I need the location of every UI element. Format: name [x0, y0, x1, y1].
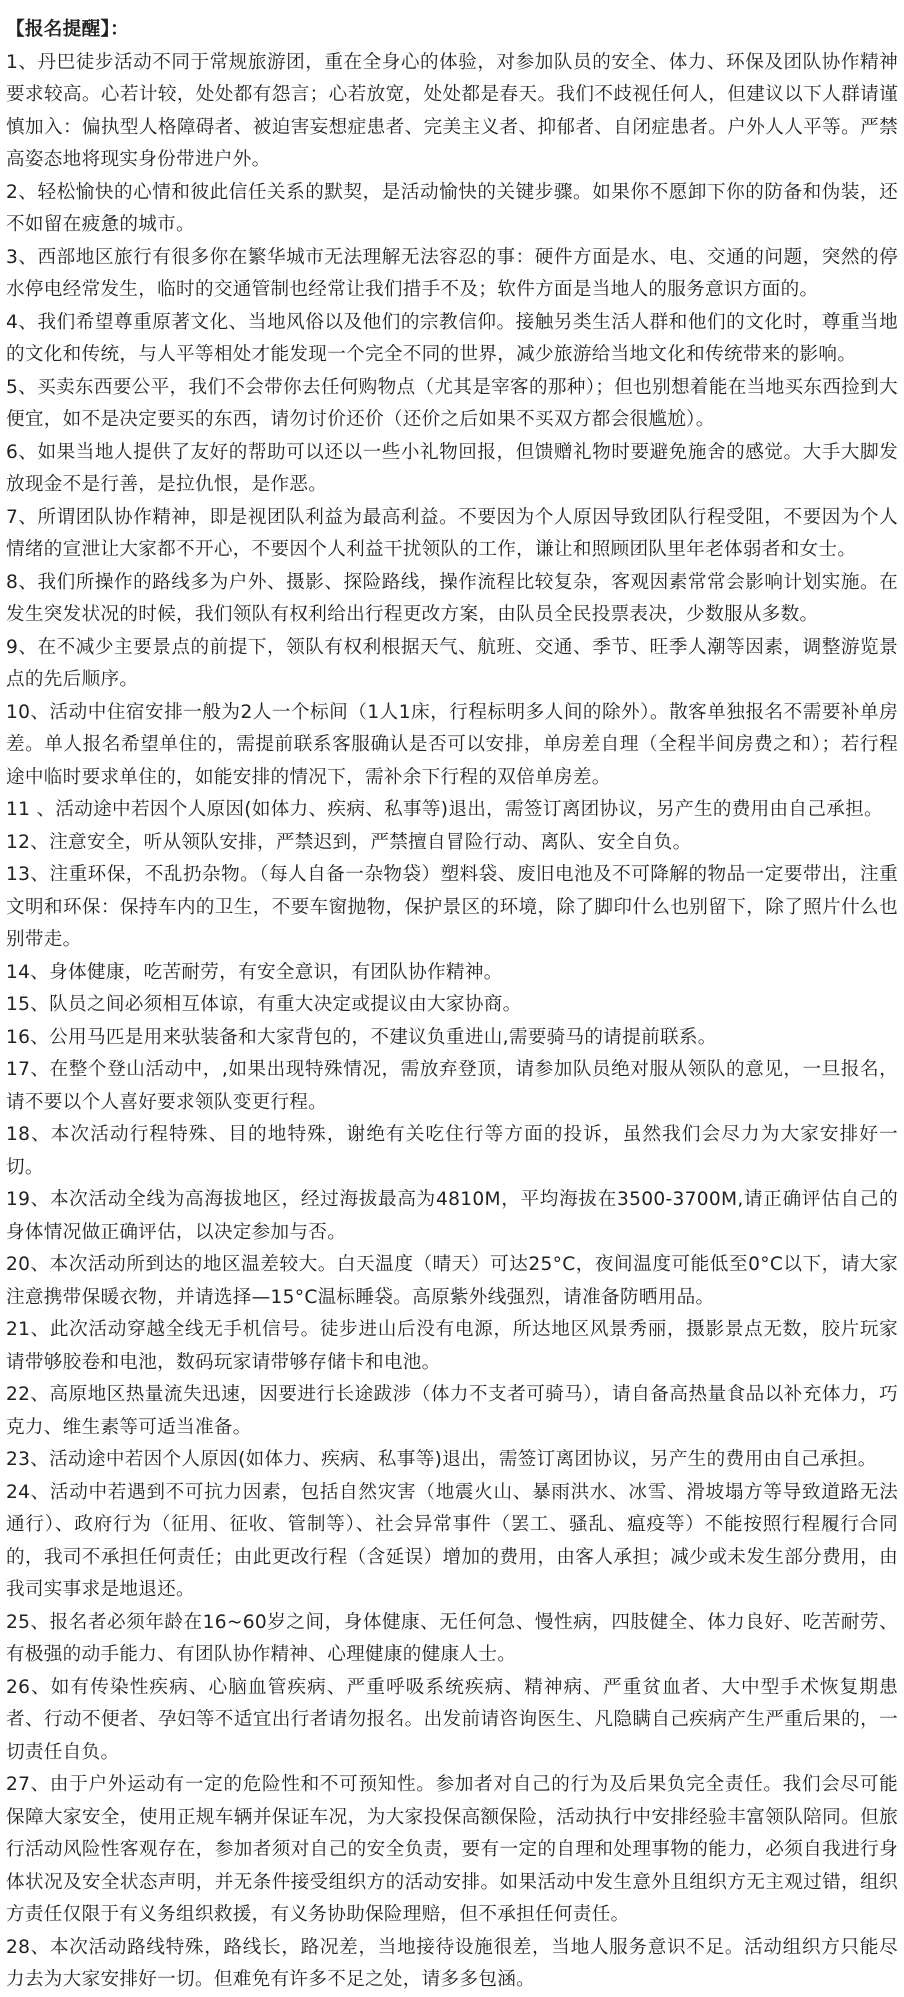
- notice-item-15: 15、队员之间必须相互体谅，有重大决定或提议由大家协商。: [6, 994, 522, 1015]
- notice-item-17: 17、在整个登山活动中，,如果出现特殊情况，需放弃登顶，请参加队员绝对服从领队的意见，一旦报名，请不要以个人喜好要求领队变更行程。: [6, 1059, 898, 1113]
- notice-item-9: 9、在不减少主要景点的前提下，领队有权利根据天气、航班、交通、季节、旺季人潮等因素，调整游览景点的先后顺序。: [6, 636, 898, 690]
- notice-item-16: 16、公用马匹是用来驮装备和大家背包的，不建议负重进山,需要骑马的请提前联系。: [6, 1026, 717, 1048]
- notice-item-21: 21、此次活动穿越全线无手机信号。徒步进山后没有电源，所达地区风景秀丽，摄影景点无数，胶片玩家请带够胶卷和电池，数码玩家请带够存储卡和电池。: [6, 1319, 898, 1373]
- notice-item-8: 8、我们所操作的路线多为户外、摄影、探险路线，操作流程比较复杂，客观因素常常会影响计划实施。在发生突发状况的时候，我们领队有权利给出行程更改方案，由队员全民投票表决，少数服从多数。: [6, 571, 898, 625]
- notice-item-28: 28、本次活动路线特殊，路线长，路况差，当地接待设施很差，当地人服务意识不足。活动组织方只能尽力去为大家安排好一切。但难免有许多不足之处，请多多包涵。: [6, 1936, 898, 1990]
- notice-item-24: 24、活动中若遇到不可抗力因素，包括自然灾害（地震火山、暴雨洪水、冰雪、滑坡塌方等导致道路无法通行）、政府行为（征用、征收、管制等）、社会异常事件（罢工、骚乱、瘟疫等）不能按照行程履行合同的，我司不承担任何责任；由此更改行程（含延误）增加的费用，由客人承担；减少或未发生部分费用，由我司实事求是地退还。: [6, 1481, 898, 1600]
- notice-item-25: 25、报名者必须年龄在16~60岁之间，身体健康、无任何急、慢性病，四肢健全、体力良好、吃苦耐劳、有极强的动手能力、有团队协作精神、心理健康的健康人士。: [6, 1611, 898, 1665]
- notice-item-4: 4、我们希望尊重原著文化、当地风俗以及他们的宗教信仰。接触另类生活人群和他们的文化时，尊重当地的文化和传统，与人平等相处才能发现一个完全不同的世界，减少旅游给当地文化和传统带来的影响。: [6, 311, 898, 365]
- notice-item-20: 20、本次活动所到达的地区温差较大。白天温度（晴天）可达25°C，夜间温度可能低至0°C以下，请大家注意携带保暖衣物，并请选择—15°C温标睡袋。高原紫外线强烈，请准备防晒用品。: [6, 1254, 898, 1308]
- notice-item-2: 2、轻松愉快的心情和彼此信任关系的默契，是活动愉快的关键步骤。如果你不愿卸下你的防备和伪装，还不如留在疲惫的城市。: [6, 181, 898, 235]
- notice-item-11: 11 、活动途中若因个人原因(如体力、疾病、私事等)退出，需签订离团协议，另产生的费用由自己承担。: [6, 799, 883, 820]
- notice-item-5: 5、买卖东西要公平，我们不会带你去任何购物点（尤其是宰客的那种）；但也别想着能在当地买东西捡到大便宜，如不是决定要买的东西，请勿讨价还价（还价之后如果不买双方都会很尴尬）。: [6, 376, 898, 430]
- notice-item-26: 26、如有传染性疾病、心脑血管疾病、严重呼吸系统疾病、精神病、严重贫血者、大中型手术恢复期患者、行动不便者、孕妇等不适宜出行者请勿报名。出发前请咨询医生、凡隐瞒自己疾病产生严重后果的，一切责任自负。: [6, 1676, 898, 1763]
- notice-item-18: 18、本次活动行程特殊、目的地特殊，谢绝有关吃住行等方面的投诉，虽然我们会尽力为大家安排好一切。: [6, 1124, 898, 1178]
- notice-item-12: 12、注意安全，听从领队安排，严禁迟到，严禁擅自冒险行动、离队、安全自负。: [6, 831, 692, 853]
- notice-item-7: 7、所谓团队协作精神，即是视团队利益为最高利益。不要因为个人原因导致团队行程受阻，不要因为个人情绪的宣泄让大家都不开心，不要因个人利益干扰领队的工作，谦让和照顾团队里年老体弱者和女士。: [6, 506, 898, 560]
- notice-item-23: 23、活动途中若因个人原因(如体力、疾病、私事等)退出，需签订离团协议，另产生的费用由自己承担。: [6, 1449, 877, 1470]
- notice-heading: 【报名提醒】：: [6, 19, 129, 40]
- notice-item-22: 22、高原地区热量流失迅速，因要进行长途跋涉（体力不支者可骑马），请自备高热量食品以补充体力，巧克力、维生素等可适当准备。: [6, 1384, 898, 1438]
- notice-item-13: 13、注重环保，不乱扔杂物。（每人自备一杂物袋）塑料袋、废旧电池及不可降解的物品一定要带出，注重文明和环保：保持车内的卫生，不要车窗抛物，保护景区的环境，除了脚印什么也别留下，除了照片什么也别带走。: [6, 864, 898, 950]
- notice-item-10: 10、活动中住宿安排一般为2人一个标间（1人1床，行程标明多人间的除外）。散客单独报名不需要补单房差。单人报名希望单住的，需提前联系客服确认是否可以安排，单房差自理（全程半间房费之和）；若行程途中临时要求单住的，如能安排的情况下，需补余下行程的双倍单房差。: [6, 701, 898, 788]
- notice-item-6: 6、如果当地人提供了友好的帮助可以还以一些小礼物回报，但馈赠礼物时要避免施舍的感觉。大手大脚发放现金不是行善，是拉仇恨，是作恶。: [6, 441, 898, 495]
- notice-item-27: 27、由于户外运动有一定的危险性和不可预知性。参加者对自己的行为及后果负完全责任。我们会尽可能保障大家安全，使用正规车辆并保证车况，为大家投保高额保险，活动执行中安排经验丰富领队陪同。但旅行活动风险性客观存在，参加者须对自己的安全负责，要有一定的自理和处理事物的能力，必须自我进行身体状况及安全状态声明，并无条件接受组织方的活动安排。如果活动中发生意外且组织方无主观过错，组织方责任仅限于有义务组织救援，有义务协助保险理赔，但不承担任何责任。: [6, 1774, 898, 1925]
- notice-list: [6, 47, 898, 1997]
- notice-item-19: 19、本次活动全线为高海拔地区，经过海拔最高为4810M，平均海拔在3500-3700M,请正确评估自己的身体情况做正确评估，以决定参加与否。: [6, 1189, 898, 1243]
- notice-item-3: 3、西部地区旅行有很多你在繁华城市无法理解无法容忍的事：硬件方面是水、电、交通的问题，突然的停水停电经常发生，临时的交通管制也经常让我们措手不及；软件方面是当地人的服务意识方面的。: [6, 246, 898, 300]
- notice-item-1: 1、丹巴徒步活动不同于常规旅游团，重在全身心的体验，对参加队员的安全、体力、环保及团队协作精神要求较高。心若计较，处处都有怨言；心若放宽，处处都是春天。我们不歧视任何人，但建议以下人群请谨慎加入：偏执型人格障碍者、被迫害妄想症患者、完美主义者、抑郁者、自闭症患者。户外人人平等。严禁高姿态地将现实身份带进户外。: [6, 51, 898, 170]
- notice-item-14: 14、身体健康，吃苦耐劳，有安全意识，有团队协作精神。: [6, 961, 503, 983]
